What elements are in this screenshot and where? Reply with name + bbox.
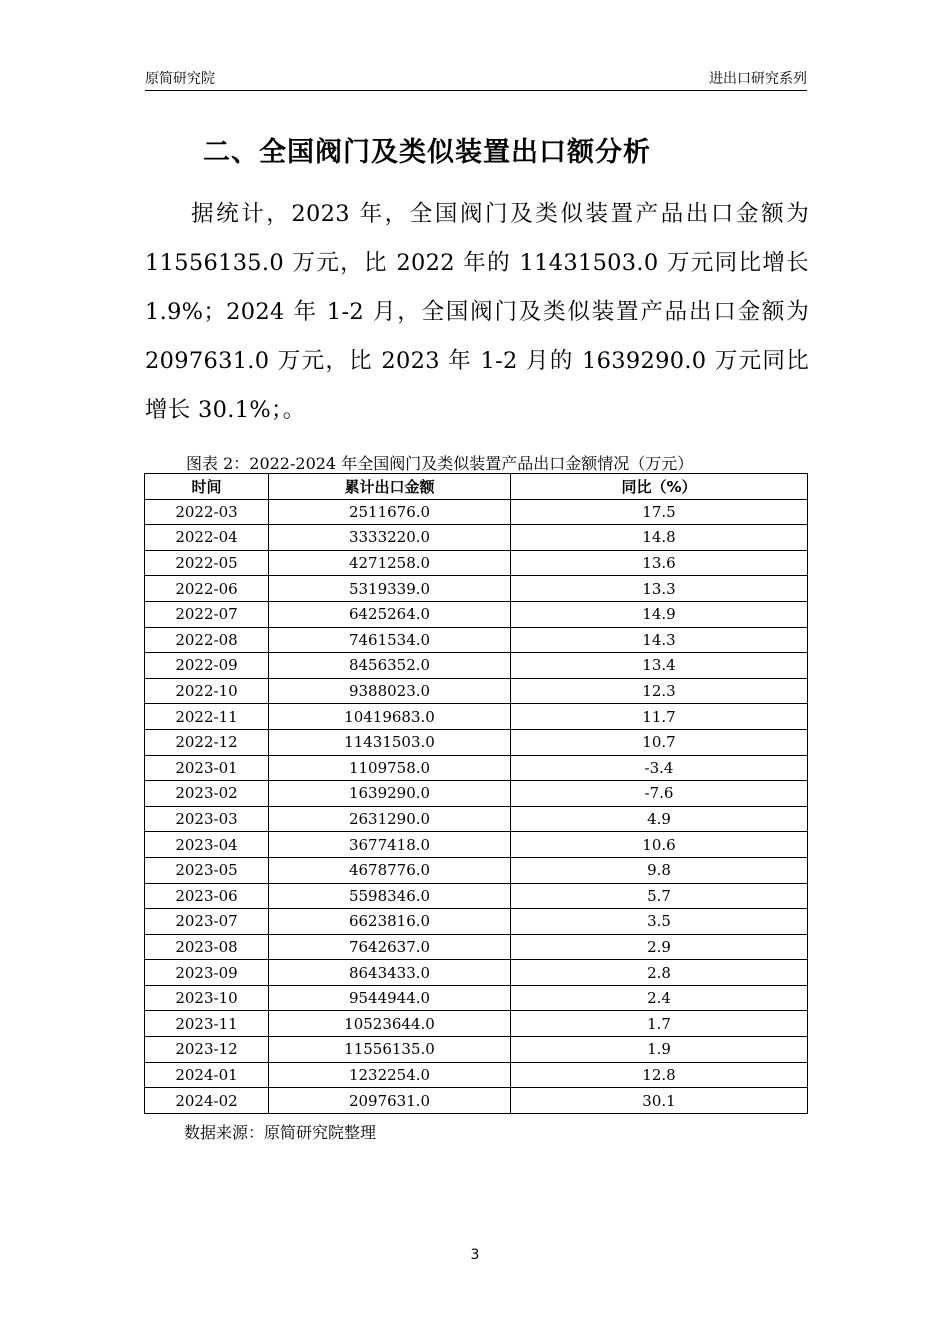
cell-cumulative-export: 4271258.0 (269, 550, 511, 576)
header-yoy: 同比（%） (511, 474, 808, 500)
cell-time: 2023-10 (145, 985, 269, 1011)
cell-time: 2023-08 (145, 934, 269, 960)
cell-yoy: 14.8 (511, 525, 808, 551)
cell-cumulative-export: 9544944.0 (269, 985, 511, 1011)
cell-cumulative-export: 9388023.0 (269, 678, 511, 704)
cell-yoy: -7.6 (511, 781, 808, 807)
cell-cumulative-export: 1639290.0 (269, 781, 511, 807)
table-row (145, 857, 808, 883)
cell-cumulative-export: 2097631.0 (269, 1088, 511, 1114)
table-row (145, 832, 808, 858)
table-row (145, 934, 808, 960)
table-row (145, 1088, 808, 1114)
header-series-name: 进出口研究系列 (709, 71, 807, 87)
cell-time: 2022-09 (145, 653, 269, 679)
table-row (145, 1037, 808, 1063)
cell-yoy: 12.8 (511, 1062, 808, 1088)
table-row (145, 960, 808, 986)
header-cumulative-export: 累计出口金额 (269, 474, 511, 500)
cell-yoy: 1.9 (511, 1037, 808, 1063)
cell-time: 2022-10 (145, 678, 269, 704)
cell-yoy: 13.6 (511, 550, 808, 576)
cell-yoy: 2.9 (511, 934, 808, 960)
table-row (145, 576, 808, 602)
cell-time: 2022-12 (145, 729, 269, 755)
table-row (145, 1062, 808, 1088)
cell-time: 2022-07 (145, 601, 269, 627)
cell-yoy: 2.4 (511, 985, 808, 1011)
cell-yoy: 11.7 (511, 704, 808, 730)
table-row (145, 704, 808, 730)
cell-time: 2023-03 (145, 806, 269, 832)
table-row (145, 627, 808, 653)
export-data-table (144, 473, 808, 1114)
cell-cumulative-export: 3677418.0 (269, 832, 511, 858)
cell-cumulative-export: 2511676.0 (269, 499, 511, 525)
cell-time: 2022-05 (145, 550, 269, 576)
cell-time: 2022-06 (145, 576, 269, 602)
cell-yoy: 30.1 (511, 1088, 808, 1114)
cell-yoy: 10.7 (511, 729, 808, 755)
cell-time: 2023-01 (145, 755, 269, 781)
cell-cumulative-export: 7642637.0 (269, 934, 511, 960)
cell-cumulative-export: 10523644.0 (269, 1011, 511, 1037)
cell-time: 2022-11 (145, 704, 269, 730)
table-caption: 图表 2：2022-2024 年全国阀门及类似装置产品出口金额情况（万元） (186, 454, 694, 473)
cell-yoy: 14.3 (511, 627, 808, 653)
cell-time: 2024-02 (145, 1088, 269, 1114)
cell-time: 2023-07 (145, 909, 269, 935)
table-row (145, 755, 808, 781)
table-row (145, 806, 808, 832)
cell-time: 2023-05 (145, 857, 269, 883)
cell-yoy: 12.3 (511, 678, 808, 704)
cell-cumulative-export: 5598346.0 (269, 883, 511, 909)
cell-cumulative-export: 3333220.0 (269, 525, 511, 551)
cell-time: 2023-04 (145, 832, 269, 858)
cell-cumulative-export: 8456352.0 (269, 653, 511, 679)
cell-cumulative-export: 8643433.0 (269, 960, 511, 986)
cell-time: 2023-11 (145, 1011, 269, 1037)
body-paragraph: 据统计，2023 年，全国阀门及类似装置产品出口金额为 11556135.0 万元，比 2022 年的 11431503.0 万元同比增长 1.9%；2024 年 1-2 月，全国阀门及类似装置产品出口金额为 2097631.0 万元，比 2023 年 1-2 月的 1639290.0 万元同比增长 30.1%；。 (145, 201, 809, 423)
header-time: 时间 (145, 474, 269, 500)
cell-yoy: 13.4 (511, 653, 808, 679)
table-row (145, 883, 808, 909)
table-row (145, 678, 808, 704)
cell-cumulative-export: 10419683.0 (269, 704, 511, 730)
cell-time: 2023-02 (145, 781, 269, 807)
cell-time: 2023-12 (145, 1037, 269, 1063)
table-row (145, 601, 808, 627)
section-title: 二、全国阀门及类似装置出口额分析 (203, 137, 651, 168)
cell-yoy: 3.5 (511, 909, 808, 935)
table-row (145, 909, 808, 935)
cell-yoy: 14.9 (511, 601, 808, 627)
page-header (145, 66, 807, 91)
cell-cumulative-export: 11556135.0 (269, 1037, 511, 1063)
cell-time: 2023-09 (145, 960, 269, 986)
cell-cumulative-export: 1109758.0 (269, 755, 511, 781)
cell-time: 2024-01 (145, 1062, 269, 1088)
table-header-row (145, 474, 808, 500)
cell-time: 2022-03 (145, 499, 269, 525)
cell-cumulative-export: 2631290.0 (269, 806, 511, 832)
table-row (145, 499, 808, 525)
cell-cumulative-export: 5319339.0 (269, 576, 511, 602)
cell-time: 2023-06 (145, 883, 269, 909)
page-number: 3 (470, 1247, 480, 1263)
cell-time: 2022-04 (145, 525, 269, 551)
data-source-note: 数据来源：原简研究院整理 (184, 1123, 377, 1142)
cell-yoy: 2.8 (511, 960, 808, 986)
cell-yoy: 4.9 (511, 806, 808, 832)
table-row (145, 550, 808, 576)
table-row (145, 781, 808, 807)
table-row (145, 525, 808, 551)
cell-time: 2022-08 (145, 627, 269, 653)
cell-cumulative-export: 6623816.0 (269, 909, 511, 935)
cell-cumulative-export: 6425264.0 (269, 601, 511, 627)
table-row (145, 653, 808, 679)
header-org-name: 原简研究院 (145, 71, 215, 87)
cell-yoy: 9.8 (511, 857, 808, 883)
cell-cumulative-export: 4678776.0 (269, 857, 511, 883)
table-row (145, 729, 808, 755)
table-row (145, 985, 808, 1011)
cell-yoy: 17.5 (511, 499, 808, 525)
table-row (145, 1011, 808, 1037)
cell-cumulative-export: 1232254.0 (269, 1062, 511, 1088)
cell-yoy: 13.3 (511, 576, 808, 602)
cell-yoy: 10.6 (511, 832, 808, 858)
cell-yoy: 5.7 (511, 883, 808, 909)
cell-cumulative-export: 11431503.0 (269, 729, 511, 755)
cell-cumulative-export: 7461534.0 (269, 627, 511, 653)
cell-yoy: 1.7 (511, 1011, 808, 1037)
cell-yoy: -3.4 (511, 755, 808, 781)
